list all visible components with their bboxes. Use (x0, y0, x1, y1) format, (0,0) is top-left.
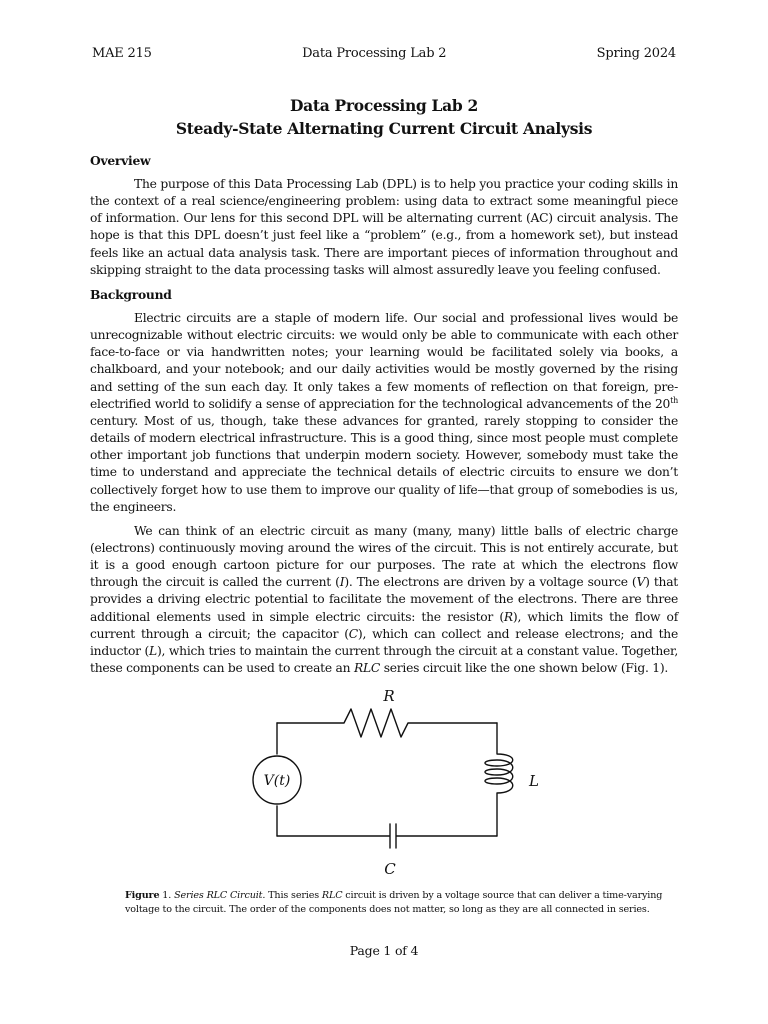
rlc-circuit-diagram (240, 684, 540, 880)
background-paragraph-2 (90, 523, 678, 677)
bg-p1-text-a: Electric circuits are a staple of modern life. Our social and professional lives would be unrecognizable without electric circuits: we would only be able to communicate with each other face-to-face or via handwritten notes; your learning would be facilitated solely via books, a chalkboard, and your notebook; and our daily activities would be mostly governed by the rising and setting of the sun each day. It only takes a few moments of reflection on that foreign, pre-electrified world to solidify a sense of appreciation for the technological advancements of the 20 (90, 310, 678, 411)
page-header (92, 46, 676, 61)
bg-p2-s2: ). The electrons are driven by a voltage source ( (344, 575, 637, 590)
symbol-voltage: V (636, 575, 646, 590)
inductor-symbol (485, 723, 513, 836)
document-body (90, 152, 678, 677)
bg-p1-text-b: century. Most of us, though, take these advances for granted, rarely stopping to consider the details of modern electrical infrastructure. This is a good thing, since most people must complete other important job functions that underpin modern society. However, somebody must take the time to understand and appreciate the technical details of electric circuits to ensure we don’t collectively forget how to use them to improve our quality of life—that group of somebodies is us, the engineers. (90, 413, 678, 514)
page-number: Page 1 of 4 (349, 943, 419, 958)
document-title (0, 94, 768, 140)
caption-number: 1. (159, 890, 175, 901)
bg-p1-superscript: th (670, 395, 678, 405)
bg-p2-s6: ), which tries to maintain the current through the circuit at a constant value. Together, these components can be used to create an (90, 643, 678, 676)
symbol-current: I (339, 575, 345, 590)
caption-label: Figure (125, 890, 160, 901)
symbol-resistor: R (503, 609, 513, 624)
figure-caption (125, 889, 665, 917)
caption-title: Series RLC Circuit. (174, 890, 266, 901)
bg-p2-s1: We can think of an electric circuit as many (many, many) little balls of electric charge (electrons) continuously moving around the wires of the circuit. This is not entirely accurate, but it is a good enough cartoon picture for our purposes. The rate at which the electrons flow through the circuit is called the current ( (90, 523, 678, 590)
capacitor-label: C (384, 860, 396, 878)
title-line-2: Steady-State Alternating Current Circuit Analysis (175, 119, 593, 138)
overview-paragraph: The purpose of this Data Processing Lab (DPL) is to help you practice your coding skills in the context of a real science/engineering problem: using data to extract some meaningful piece of information. Our lens for this second DPL will be alternating current (AC) circuit analysis. The hope is that this DPL doesn’t just feel like a “problem” (e.g., from a homework set), but instead feels like an actual data analysis task. There are important pieces of information throughout and skipping straight to the data processing tasks will almost assuredly leave you feeling confused. (90, 177, 678, 277)
caption-text-b: circuit is driven by a voltage source that can deliver a time-varying voltage to the circuit. The order of the components does not matter, so long as they are all connected in series. (125, 890, 663, 915)
bg-p2-s5: ), which can collect and release electrons; and the inductor ( (90, 626, 679, 658)
bg-p2-s4: ), which limits the flow of current through a circuit; the capacitor ( (90, 609, 678, 641)
background-paragraph-1 (90, 310, 678, 516)
bg-p2-s7: series circuit like the one shown below (Fig. 1). (380, 661, 669, 676)
voltage-source-label: V(t) (263, 773, 291, 789)
header-lab-title: Data Processing Lab 2 (302, 46, 447, 61)
symbol-inductor: L (149, 643, 157, 658)
overview-heading: Overview (90, 153, 151, 168)
caption-text-a: This series (265, 890, 322, 901)
resistor-symbol (277, 709, 497, 737)
rlc-term: RLC (353, 661, 381, 676)
caption-rlc: RLC (321, 890, 343, 901)
symbol-capacitor: C (348, 626, 358, 641)
capacitor-symbol (277, 824, 497, 848)
background-heading: Background (90, 286, 172, 302)
header-course: MAE 215 (92, 46, 152, 61)
title-line-1: Data Processing Lab 2 (289, 96, 479, 115)
bg-p2-s3: ) that provides a driving electric potential to facilitate the movement of the electrons. There are three additional elements used in simple electric circuits: the resistor ( (90, 575, 678, 624)
inductor-label: L (529, 772, 539, 790)
resistor-label: R (383, 687, 395, 705)
header-term: Spring 2024 (596, 46, 676, 61)
